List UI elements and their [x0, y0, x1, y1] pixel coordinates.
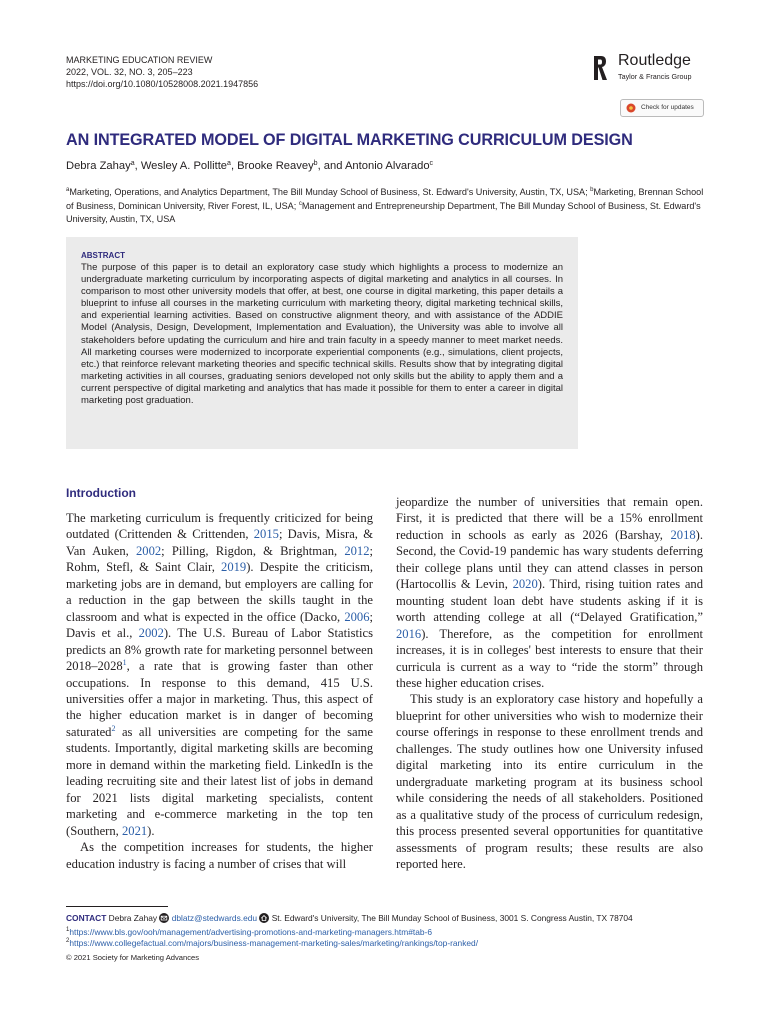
citation-link[interactable]: 2012 [344, 543, 370, 558]
footnote-1-link[interactable]: https://www.bls.gov/ooh/management/advertising-promotions-and-marketing-managers.htm#tab-6 [69, 926, 432, 937]
paragraph: This study is an exploratory case history and hopefully a blueprint for other universities who wish to modernize their course offerings in response to these enrollment trends and challenges. The study outlines how one University infused digital marketing into its entire curriculum in the undergraduate marketing program at its business school while considering the needs of all stakeholders. Positioned as a qualitative study of the process of curriculum redesign, this process presented several opportunities for quantitative assessments of program results; these results are also reported here. [396, 692, 703, 871]
check-updates-icon [626, 103, 636, 113]
citation-link[interactable]: 2015 [253, 527, 279, 542]
citation-link[interactable]: 2002 [135, 543, 162, 558]
volume-info: 2022, VOL. 32, NO. 3, 205–223 [66, 67, 193, 77]
affiliations [66, 184, 706, 225]
footnote-ref[interactable]: 2 [111, 723, 116, 733]
author-affiliation-mark: a [130, 160, 135, 167]
contact-line [66, 913, 633, 924]
paragraph: The marketing curriculum is frequently criticized for being outdated (Crittenden & Crittenden, 2015; Davis, Misra, & Van Auken, 2002; Pilling, Rigdon, & Brightman, 2012; Rohm, Stefl, & Saint Clair, 2019). Despite the criticism, marketing jobs are in demand, but employers are calling for a reduction in the gap between the skills taught in the classroom and what is expected in the office (Dacko, 2006; Davis et al., 2002). The U.S. Bureau of Labor Statistics predicts an 8% growth rate for marketing personnel between 2018–2028$^1$, a rate that is growing faster than other occupations. In response to this demand, 415 U.S. universities offer a major in marketing. Thus, this aspect of the higher education market is in danger of becoming saturated$^2$ as all universities are competing for the same students. Importantly, digital marketing skills are becoming more in demand within the marketing field. LinkedIn is the leading recruiting site and their latest list of jobs in demand for 2021 lists digital marketing specialists, content marketing and e-commerce marketing in the top ten (Southern, 2021). [66, 511, 374, 838]
affiliation-mark: c [298, 201, 302, 208]
journal-name: MARKETING EDUCATION REVIEW [66, 55, 213, 65]
author-name[interactable]: Debra Zahay [66, 160, 131, 172]
body-column-right [396, 494, 703, 872]
footnote-number: 2 [66, 938, 70, 944]
citation-link[interactable]: 2019 [221, 560, 247, 575]
author-separator: , and [317, 160, 345, 172]
author-separator: , [134, 160, 141, 172]
affiliation-mark: b [590, 187, 594, 193]
abstract-text: The purpose of this paper is to detail an exploratory case study which highlights a process to modernize an undergraduate marketing curriculum by incorporating aspects of digital marketing and analytics in all courses. In comparison to most other university models that offer, at best, one course in digital marketing, this paper details a blueprint to infuse all courses in the marketing curriculum with marketing theory, digital marketing technical skills, and experiential learning activities. Based on constructive alignment theory, and with assistance of the ADDIE Model (Analysis, Design, Development, Implementation and Evaluation), the University was able to involve all stakeholders before updating the curriculum and hire and train faculty in a speedy manner to meet market needs. All marketing courses were modernized to incorporate experiential components (e.g., simulations, client projects, etc.) that reinforce relevant marketing theories and specific technical skills. Results show that by integrating digital marketing activities in all courses, graduating seniors developed not only skills but the ability to apply them and a current perspective of digital marketing and analytics that has made it possible for them to enter a career in digital marketing post graduation. [81, 262, 563, 407]
author-name[interactable]: Antonio Alvarado [344, 160, 430, 172]
routledge-logo-icon [592, 54, 608, 82]
doi-link[interactable]: https://doi.org/10.1080/10528008.2021.1947856 [66, 79, 259, 89]
affiliation-mark: a [66, 187, 70, 193]
author-name[interactable]: Brooke Reavey [237, 160, 314, 172]
footnote-ref[interactable]: 1 [122, 657, 127, 667]
copyright: © 2021 Society for Marketing Advances [66, 953, 200, 962]
body-column-left [66, 510, 373, 872]
journal-metadata [66, 54, 258, 90]
address-icon [259, 913, 269, 923]
author-affiliation-mark: c [429, 160, 434, 167]
publisher-group: Taylor & Francis Group [618, 72, 692, 81]
affiliation-b: Marketing, Brennan School of Business, Dominican University, River Forest, IL, USA; [66, 187, 704, 212]
contact-address: St. Edward's University, The Bill Munday School of Business, 3001 S. Congress Austin, TX 78704 [271, 913, 633, 923]
citation-link[interactable]: 2002 [138, 626, 164, 641]
email-icon [159, 913, 169, 923]
footnote-number: 1 [66, 927, 70, 933]
paragraph: jeopardize the number of universities that remain open. First, it is predicted that there will be a 15% enrollment reduction in schools as early as 2026 (Barshay, 2018). Second, the Covid-19 pandemic has wary students deferring their college plans until they can attend classes in person (Hartocollis & Levin, 2020). Third, rising tuition rates and mounting student loan debt have students asking if it is worth attending college at all (“Delayed Gratification,” 2016). Therefore, as the competition for enrollment increases, it is in colleges' best interests to ensure that their curricula is current as a way to “ride the storm” through these higher education crises. [396, 495, 703, 690]
article-title: AN INTEGRATED MODEL OF DIGITAL MARKETING CURRICULUM DESIGN [66, 131, 633, 149]
contact-label: CONTACT [66, 913, 107, 923]
contact-name: Debra Zahay [108, 913, 158, 923]
publisher-name: Routledge [618, 52, 691, 69]
paragraph: As the competition increases for students, the higher education industry is facing a number of crises that will [66, 840, 373, 871]
author-list [66, 160, 433, 172]
footnote-2 [66, 936, 478, 949]
citation-link[interactable]: 2018 [670, 527, 696, 542]
check-for-updates-button[interactable] [620, 99, 704, 117]
citation-link[interactable]: 2020 [512, 577, 538, 592]
citation-link[interactable]: 2016 [396, 626, 422, 641]
citation-link[interactable]: 2021 [121, 823, 148, 838]
author-separator: , [230, 160, 238, 172]
affiliation-c: Management and Entrepreneurship Department, The Bill Munday School of Business, St. Edward's University, Austin, TX, USA [66, 201, 701, 224]
author-affiliation-mark: a [227, 160, 231, 167]
footnote-rule [66, 906, 168, 907]
citation-link[interactable]: 2006 [344, 609, 370, 624]
check-updates-label: Check for updates [641, 104, 694, 111]
section-heading: Introduction [66, 486, 136, 500]
footnote-2-link[interactable]: https://www.collegefactual.com/majors/business-management-marketing-sales/marketing/rankings/top-ranked/ [69, 937, 479, 948]
contact-email-link[interactable]: dblatz@stedwards.edu [171, 913, 258, 923]
author-affiliation-mark: b [313, 160, 318, 167]
publisher-logo [592, 52, 707, 86]
affiliation-a: Marketing, Operations, and Analytics Department, The Bill Munday School of Business, St. Edward's University, Austin, TX, USA; [69, 187, 588, 198]
author-name[interactable]: Wesley A. Pollitte [140, 160, 228, 172]
abstract-heading: ABSTRACT [81, 251, 125, 260]
